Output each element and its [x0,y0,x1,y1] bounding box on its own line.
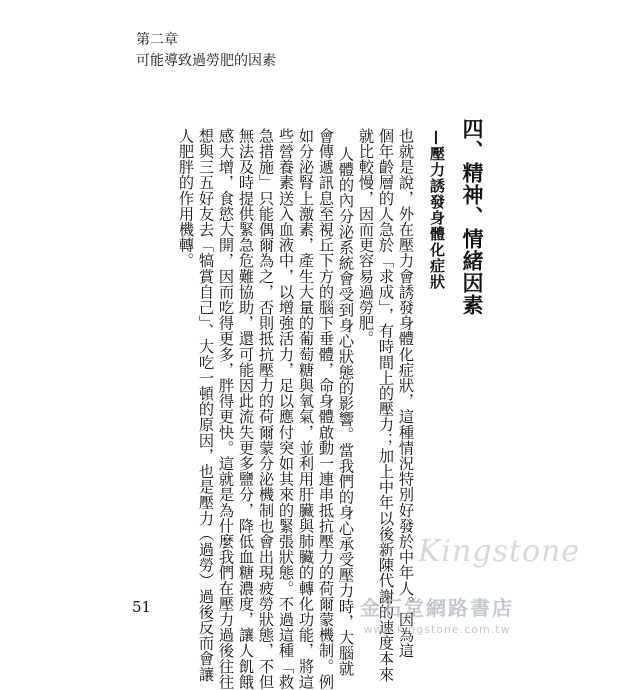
page-number: 51 [132,598,152,616]
body-line: 想與三五好友去「犒賞自己」、大吃一頓的原因，也是壓力（過勞）過後反而會讓 [197,128,215,682]
chapter-label: 第二章 [136,32,178,48]
chapter-title: 可能導致過勞肥的因素 [136,53,276,69]
watermark [360,534,581,636]
body-line: 些營養素送入血液中，以增強活力，足以應付突如其來的緊張狀態。不過這種「救 [277,128,295,690]
watermark-url: www.kingstone.com.tw [363,623,511,636]
body-line: 感大增，食慾大開，因而吃得更多，胖得更快。這就是為什麼我們在壓力過後往往 [217,128,235,690]
body-line: 人體的內分泌系統會受到身心狀態的影響。當我們的身心承受壓力時，大腦就 [337,146,355,677]
body-line: 人肥胖的作用機轉。 [177,128,195,269]
running-head [136,30,276,72]
section-heading: 四、精神、情緒因素 [460,118,484,316]
body-line: 無法及時提供緊急危難協助，還可能因此流失更多鹽分，降低血糖濃度，讓人飢餓 [237,128,255,690]
watermark-brand-cn: 金石堂網路書店 [360,596,514,620]
body-line: 就比較慢，因而更容易過勞肥。 [357,128,375,347]
section-subheading: —壓力誘發身體化症狀 [428,130,446,290]
watermark-brand-en: Kingstone [418,534,581,569]
body-line: 急措施」只能偶爾為之，否則抵抗壓力的荷爾蒙分泌機制也會出現疲勞狀態，不但 [257,128,275,690]
body-line: 會傳遞訊息至視丘下方的腦下垂體，命身體啟動一連串抵抗壓力的荷爾蒙機制。例 [317,128,335,690]
body-line: 個年齡層的人急於「求成」，有時間上的壓力；加上中年以後新陳代謝的速度本來 [377,128,395,682]
body-line: 也就是說，外在壓力會誘發身體化症狀，這種情況特別好發於中年人。因為這 [397,128,415,659]
body-line: 如分泌腎上激素，產生大量的葡萄糖與氧氣，並利用肝臟與肺臟的轉化功能，將這 [297,128,315,690]
